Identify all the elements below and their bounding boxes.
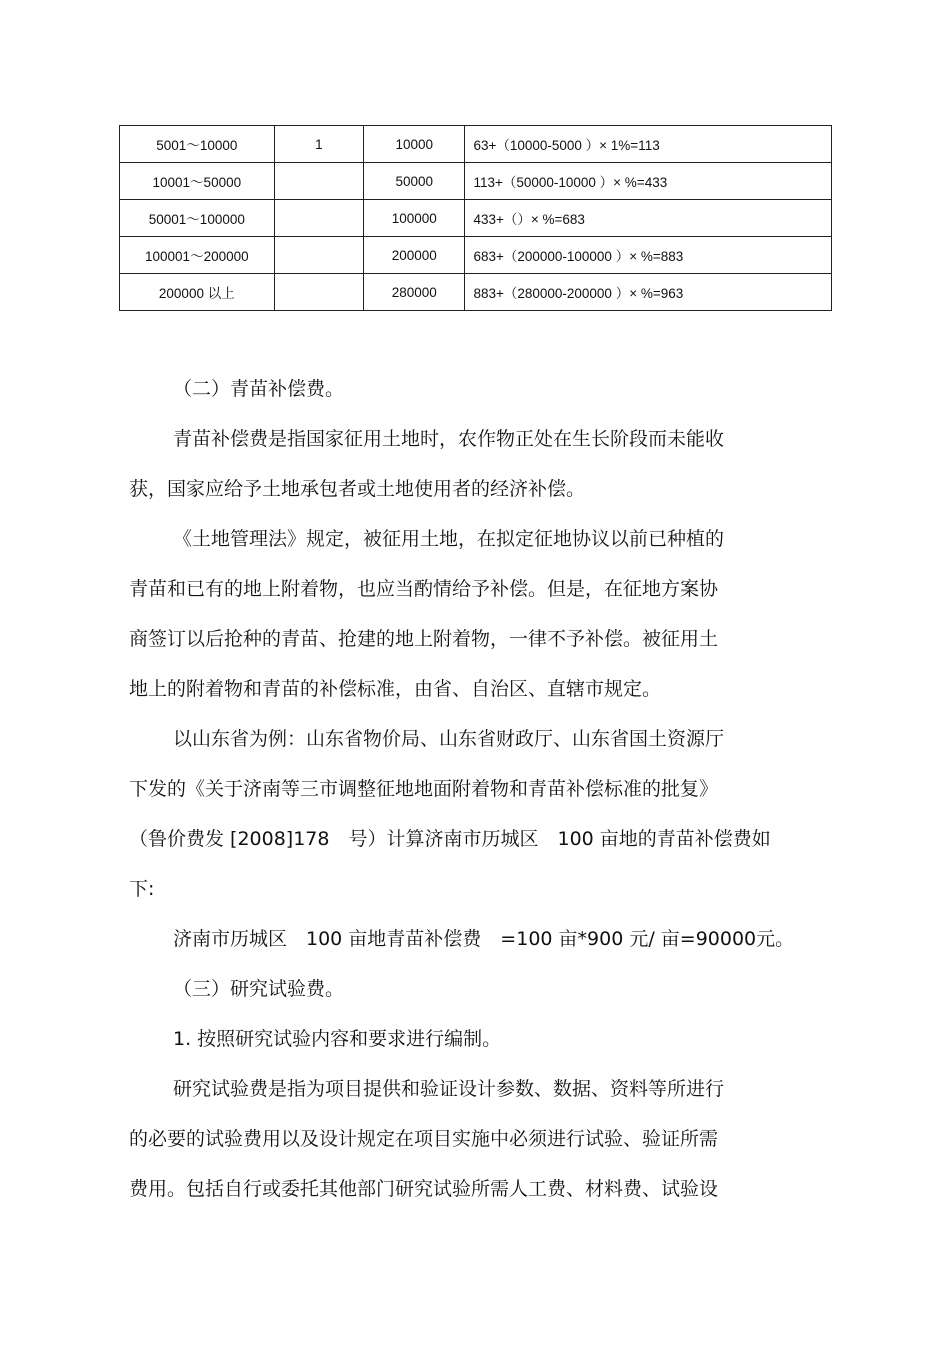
table-cell-range: 5001～10000 [120,126,275,163]
paragraph-line: 下: [129,878,155,900]
table-row [120,126,832,163]
formula-line: 济南市历城区 100 亩地青苗补偿费 =100 亩*900 元/ 亩=90000元。 [173,928,795,950]
paragraph-line: 的必要的试验费用以及设计规定在项目实施中必须进行试验、验证所需 [129,1128,719,1150]
paragraph-line: 研究试验费是指为项目提供和验证设计参数、数据、资料等所进行 [173,1078,725,1100]
table-cell-rate [274,200,363,237]
table-cell-amount: 50000 [364,163,465,200]
paragraph-line: 获，国家应给予土地承包者或土地使用者的经济补偿。 [129,478,586,500]
table-cell-formula: 113+（50000-10000 ）× %=433 [465,163,832,200]
paragraph-line: 青苗和已有的地上附着物，也应当酌情给予补偿。但是，在征地方案协 [129,578,719,600]
table-row [120,163,832,200]
paragraph-line: 商签订以后抢种的青苗、抢建的地上附着物，一律不予补偿。被征用土 [129,628,719,650]
paragraph-line: 地上的附着物和青苗的补偿标准，由省、自治区、直辖市规定。 [129,678,662,700]
compensation-fee-table [119,125,832,311]
paragraph-line: （鲁价费发 [2008]178 号）计算济南市历城区 100 亩地的青苗补偿费如 [129,828,771,850]
table-cell-amount: 100000 [364,200,465,237]
table-cell-amount: 10000 [364,126,465,163]
table-row [120,274,832,311]
section-heading-seedling-compensation: （二）青苗补偿费。 [173,378,345,400]
paragraph-line: 《土地管理法》规定，被征用土地，在拟定征地协议以前已种植的 [173,528,725,550]
table-cell-range: 100001～200000 [120,237,275,274]
paragraph-line: 以山东省为例：山东省物价局、山东省财政厅、山东省国土资源厅 [173,728,725,750]
section-heading-research-fee: （三）研究试验费。 [173,978,345,1000]
table-cell-formula: 433+（）× %=683 [465,200,832,237]
table-cell-rate [274,274,363,311]
paragraph-line: 下发的《关于济南等三市调整征地地面附着物和青苗补偿标准的批复》 [129,778,719,800]
table-cell-rate [274,163,363,200]
table-cell-amount: 200000 [364,237,465,274]
table-cell-range: 50001～100000 [120,200,275,237]
table-cell-range: 200000 以上 [120,274,275,311]
table-row [120,237,832,274]
table-cell-rate: 1 [274,126,363,163]
table-cell-amount: 280000 [364,274,465,311]
list-item: 1. 按照研究试验内容和要求进行编制。 [173,1028,502,1050]
table-cell-range: 10001～50000 [120,163,275,200]
table-cell-formula: 683+（200000-100000 ）× %=883 [465,237,832,274]
table-cell-formula: 883+（280000-200000 ）× %=963 [465,274,832,311]
table-cell-rate [274,237,363,274]
body-text [127,364,817,1214]
paragraph-line: 费用。包括自行或委托其他部门研究试验所需人工费、材料费、试验设 [129,1178,719,1200]
table-cell-formula: 63+（10000-5000 ）× 1%=113 [465,126,832,163]
table-row [120,200,832,237]
paragraph-line: 青苗补偿费是指国家征用土地时，农作物正处在生长阶段而未能收 [173,428,725,450]
